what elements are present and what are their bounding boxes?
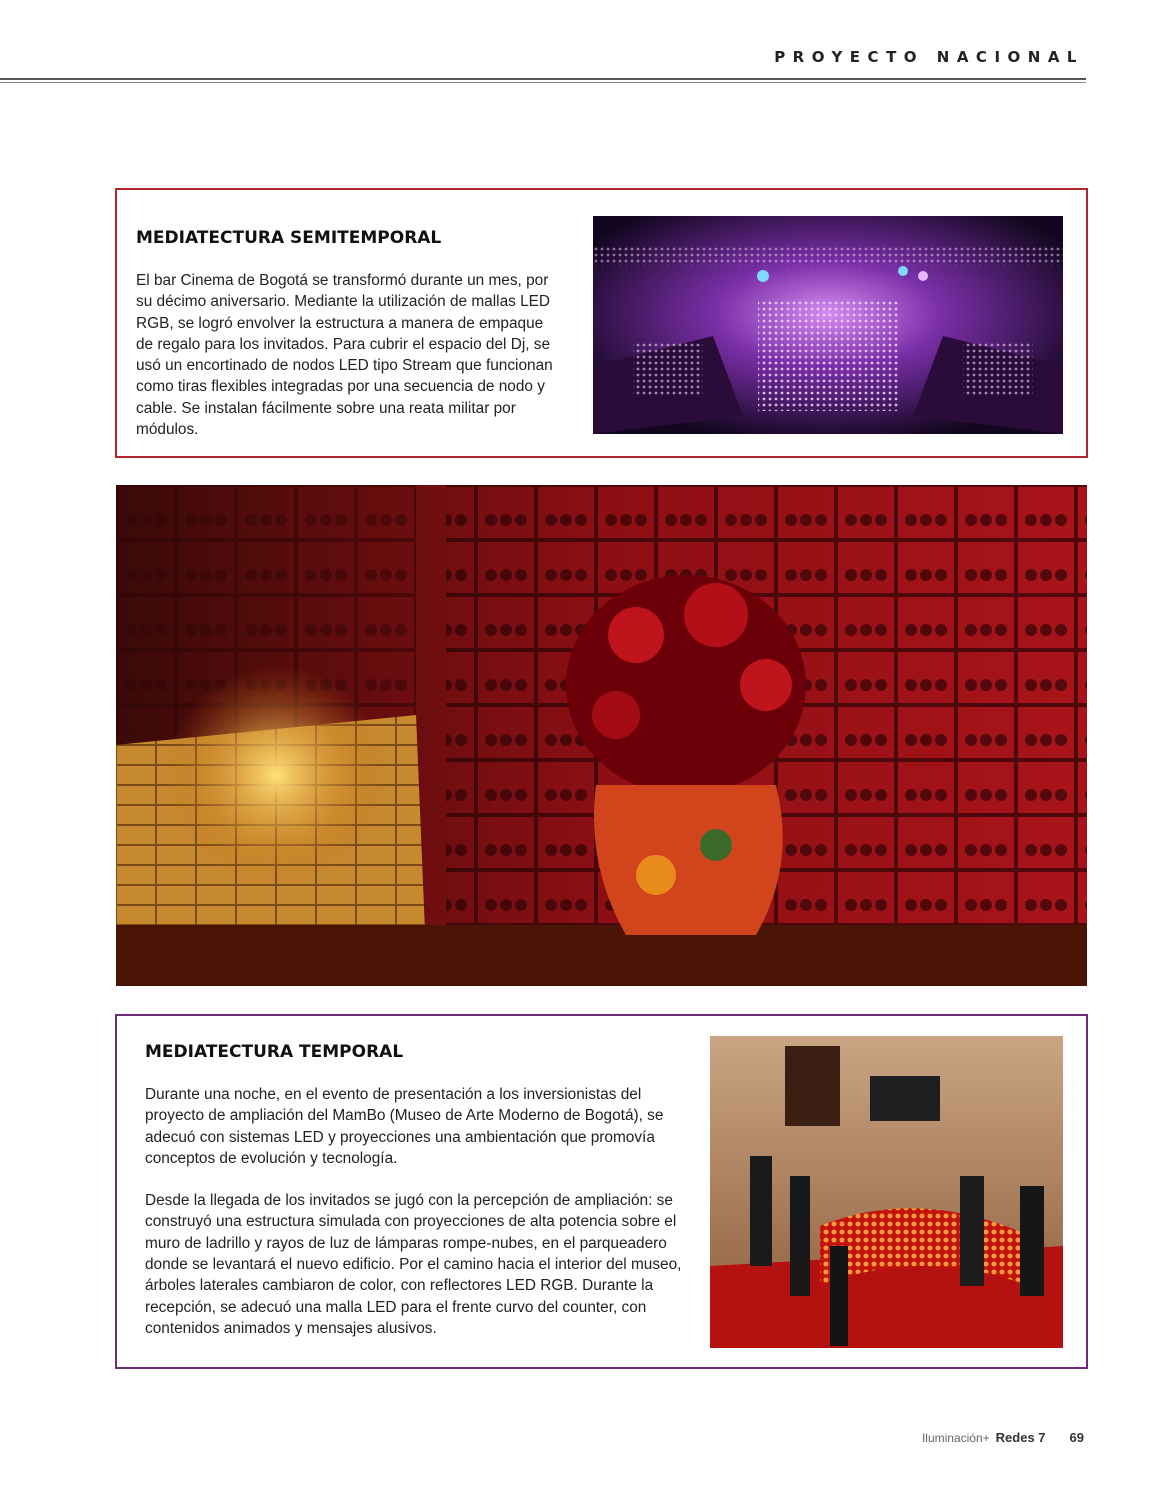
header-rule	[0, 78, 1086, 80]
section-label: PROYECTO NACIONAL	[774, 48, 1084, 66]
semitemporal-text: El bar Cinema de Bogotá se transformó durante un mes, por su décimo aniversario. Mediante la utilización de mallas LED RGB, se logró envolver la estructura a manera de empaque de regalo para los invitados. Para cubrir el espacio del Dj, se usó un encortinado de nodos LED tipo Stream que funcionan como tiras flexibles integradas por una secuencia de nodo y cable. Se instalan fácilmente sobre una reata militar por módulos.	[136, 272, 553, 439]
semitemporal-box	[115, 188, 1088, 458]
bar-cinema-photo	[593, 216, 1063, 434]
wine-cellar-photo	[116, 485, 1087, 986]
temporal-box	[115, 1014, 1088, 1369]
page-number: 69	[1069, 1430, 1084, 1445]
temporal-paragraph-1: Durante una noche, en el evento de presentación a los inversionistas del proyecto de ampliación del MamBo (Museo de Arte Moderno de Bogotá), se adecuó con sistemas LED y proyecciones una ambientación que promovía conceptos de evolución y tecnología.	[145, 1086, 664, 1167]
semitemporal-title: MEDIATECTURA SEMITEMPORAL	[136, 228, 442, 248]
temporal-paragraph-2: Desde la llegada de los invitados se jugó con la percepción de ampliación: se construyó una estructura simulada con proyecciones de alta potencia sobre el muro de ladrillo y rayos de luz de lámparas rompe-nubes, en el parqueadero donde se levantará el nuevo edificio. Por el camino hacia el interior del museo, árboles laterales cambiaron de color, con reflectores LED RGB. Durante la recepción, se adecuó una malla LED para el frente curvo del counter, con contenidos animados y mensajes alusivos.	[145, 1192, 682, 1337]
mambo-event-photo	[710, 1036, 1063, 1348]
magazine-issue: Redes 7	[995, 1430, 1046, 1445]
temporal-title: MEDIATECTURA TEMPORAL	[145, 1042, 404, 1062]
temporal-text	[145, 1084, 690, 1360]
header-rule-thin	[0, 82, 1086, 83]
magazine-name: Iluminación+	[921, 1431, 990, 1445]
page-footer	[922, 1430, 1084, 1445]
